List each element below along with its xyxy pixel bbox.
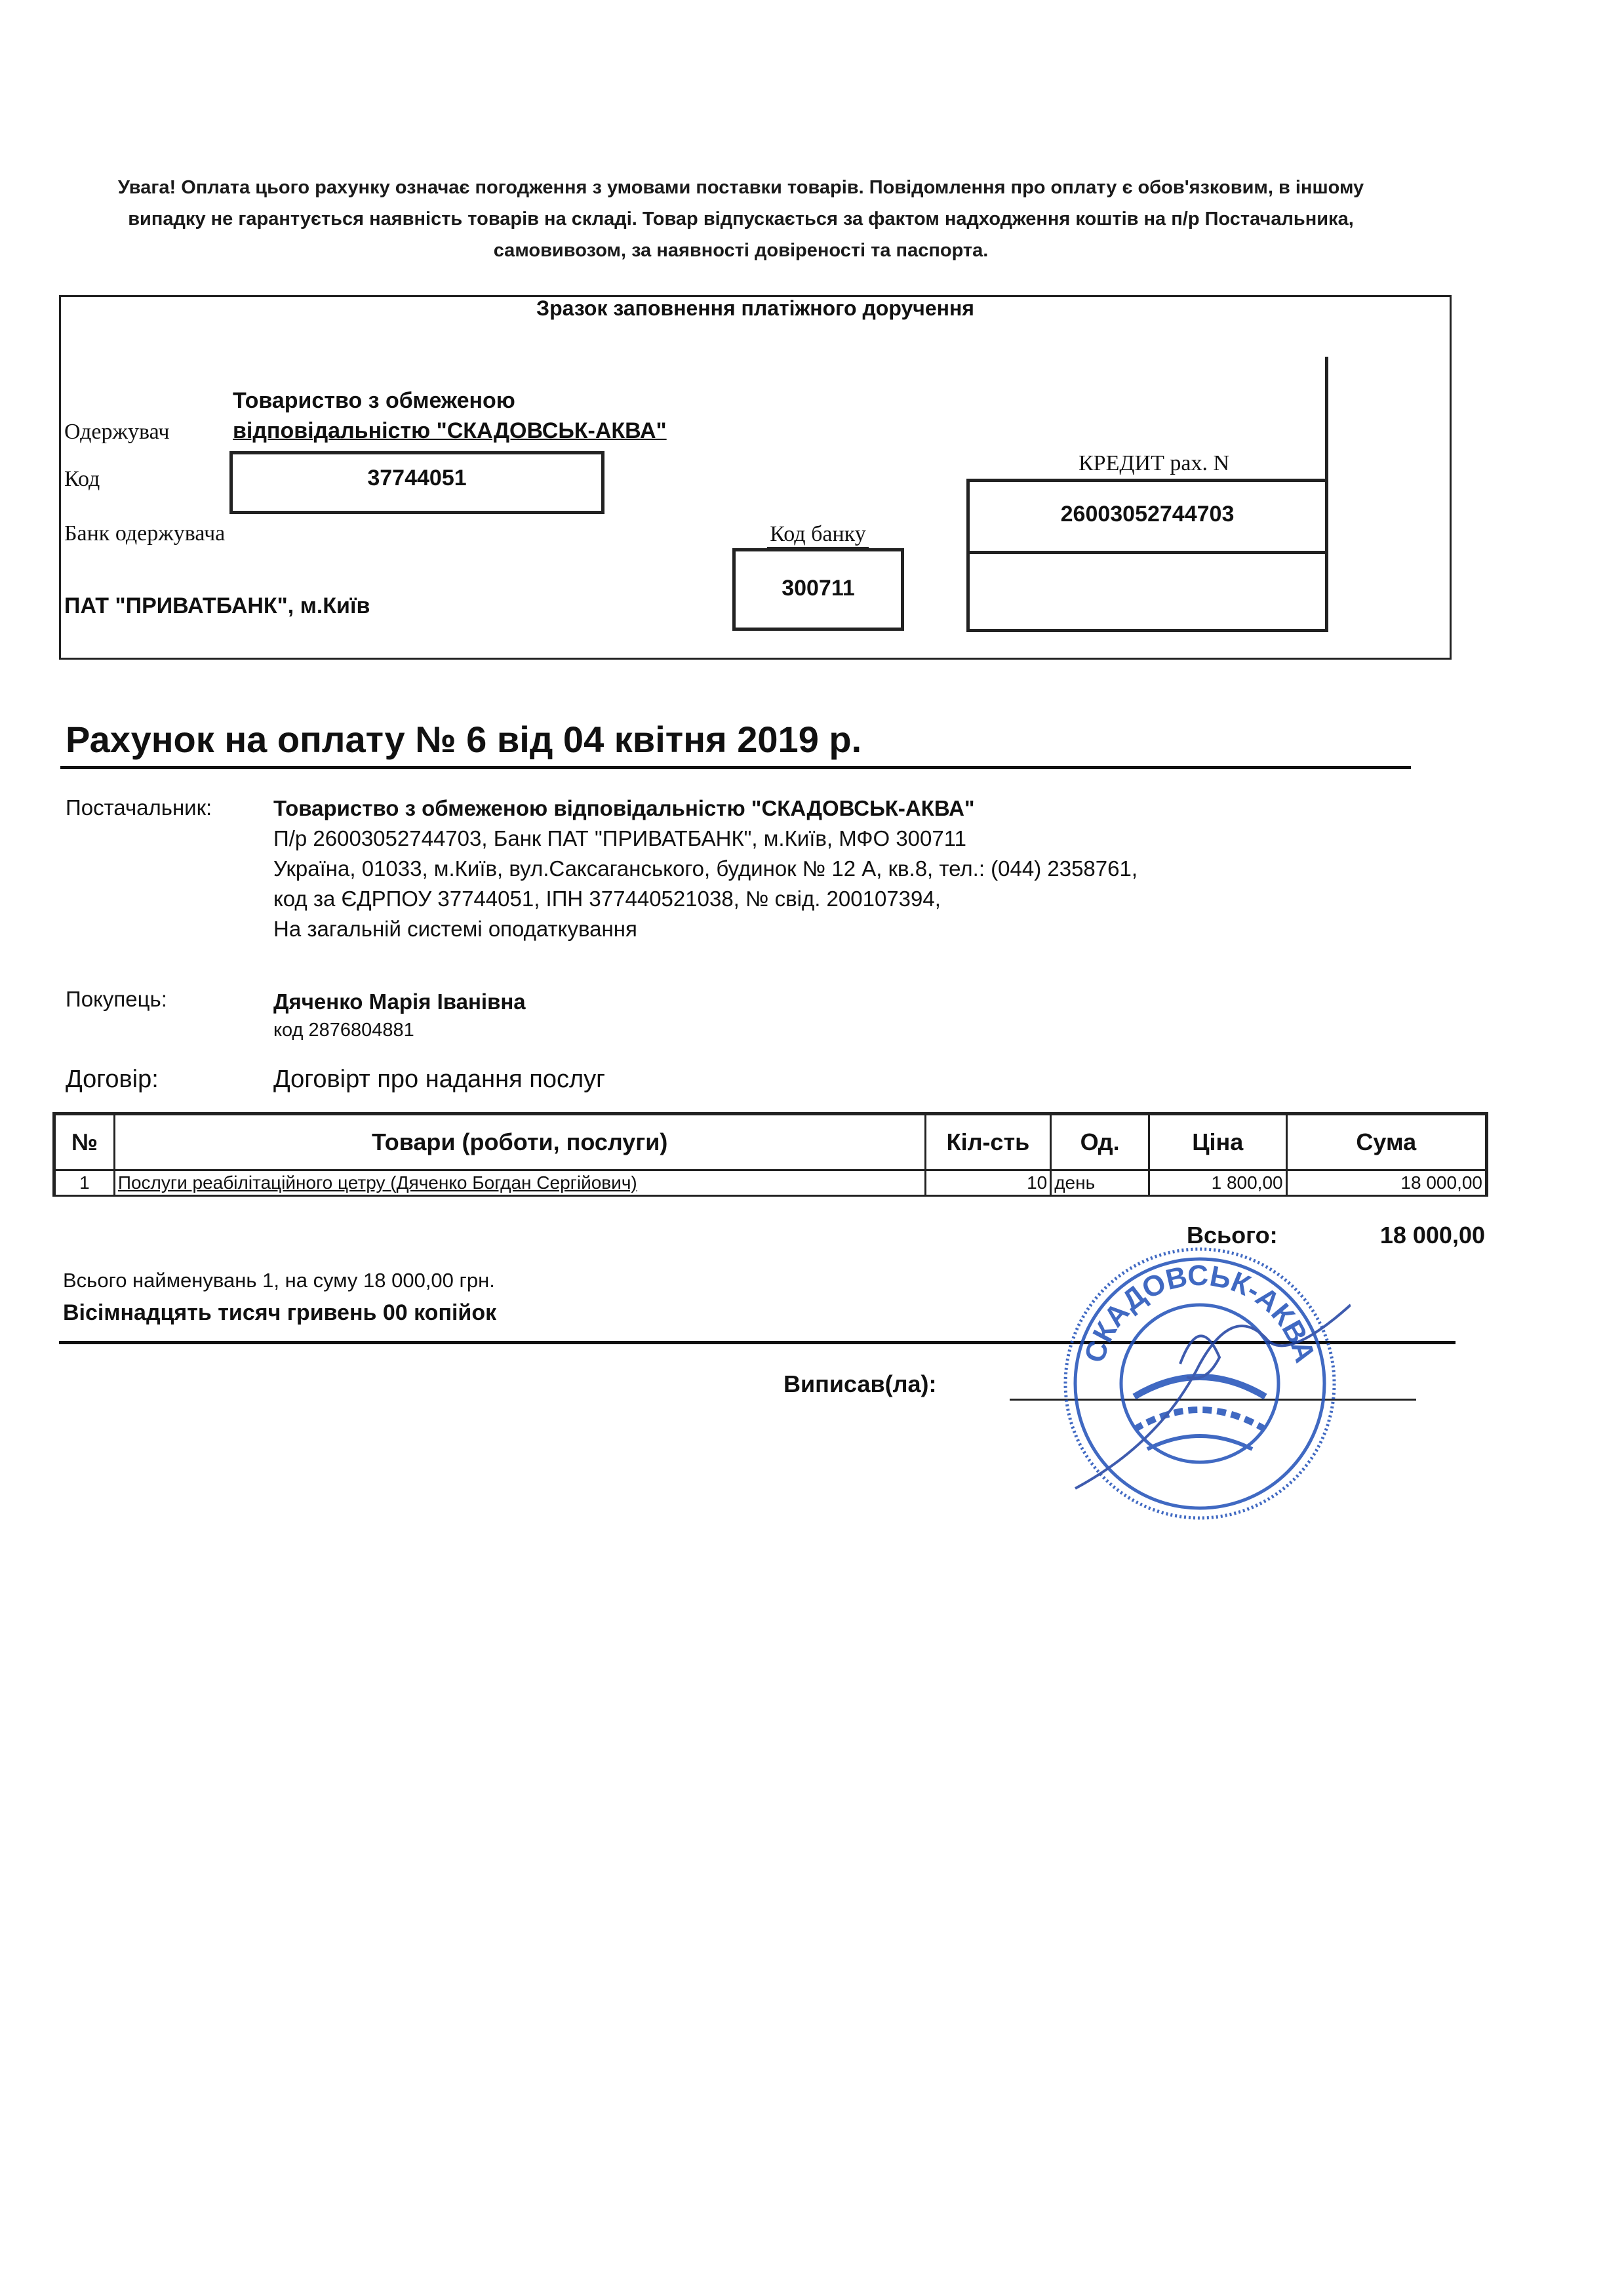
contract-value: Договірт про надання послуг bbox=[273, 1066, 606, 1093]
row-qty: 10 bbox=[925, 1170, 1051, 1196]
bank-label: Банк одержувача bbox=[64, 521, 226, 546]
bank-value: ПАТ "ПРИВАТБАНК", м.Київ bbox=[64, 593, 370, 618]
credit-account-label: КРЕДИТ рах. N bbox=[1078, 451, 1229, 475]
total-value: 18 000,00 bbox=[1379, 1222, 1485, 1248]
items-count-sum: Всього найменувань 1, на суму 18 000,00 грн. bbox=[63, 1269, 495, 1292]
supplier-line: П/р 26003052744703, Банк ПАТ "ПРИВАТБАНК", м.Київ, МФО 300711 bbox=[273, 826, 966, 850]
row-price: 1 800,00 bbox=[1149, 1170, 1286, 1196]
amount-in-words: Вісімнадцять тисяч гривень 00 копійок bbox=[63, 1300, 497, 1325]
stamp-text: СКАДОВСЬК-АКВА bbox=[1078, 1259, 1322, 1367]
recipient-name-line: Товариство з обмеженою bbox=[233, 388, 515, 413]
credit-account-value: 26003052744703 bbox=[1060, 502, 1235, 527]
supplier-line: Україна, 01033, м.Київ, вул.Саксаганського, будинок № 12 А, кв.8, тел.: (044) 2358761, bbox=[273, 856, 1138, 881]
header-price: Ціна bbox=[1149, 1114, 1286, 1170]
row-unit: день bbox=[1051, 1170, 1149, 1196]
row-sum: 18 000,00 bbox=[1286, 1170, 1486, 1196]
notice-line: самовивозом, за наявності довіреності та паспорта. bbox=[493, 240, 989, 261]
table-header-row bbox=[54, 1114, 1487, 1170]
svg-text:СКАДОВСЬК-АКВА bbox=[1079, 1260, 1321, 1367]
supplier-label: Постачальник: bbox=[66, 795, 212, 820]
header-goods: Товари (роботи, послуги) bbox=[114, 1114, 925, 1170]
supplier-line: На загальній системі оподаткування bbox=[273, 917, 637, 941]
payment-sample-title: Зразок заповнення платіжного доручення bbox=[536, 296, 974, 320]
contract-label: Договір: bbox=[66, 1066, 159, 1093]
recipient-label: Одержувач bbox=[64, 420, 170, 444]
buyer-label: Покупець: bbox=[66, 987, 167, 1011]
supplier-line: код за ЄДРПОУ 37744051, ІПН 377440521038, № свід. 200107394, bbox=[273, 887, 941, 911]
supplier-name: Товариство з обмеженою відповідальністю "СКАДОВСЬК-АКВА" bbox=[273, 796, 975, 820]
buyer-code: код 2876804881 bbox=[273, 1020, 414, 1041]
header-unit: Од. bbox=[1051, 1114, 1149, 1170]
row-num: 1 bbox=[54, 1170, 115, 1196]
title-rule bbox=[60, 766, 1411, 769]
header-sum: Сума bbox=[1286, 1114, 1486, 1170]
code-value: 37744051 bbox=[367, 466, 467, 490]
items-table bbox=[52, 1112, 1488, 1197]
notice-line: випадку не гарантується наявність товарів на складі. Товар відпускається за фактом надходження коштів на п/р Постачальника, bbox=[128, 209, 1354, 230]
credit-divider-line bbox=[1325, 357, 1328, 481]
supplier-details bbox=[273, 793, 1454, 944]
bank-code-value: 300711 bbox=[782, 576, 855, 601]
total-label: Всього: bbox=[1187, 1222, 1278, 1248]
bank-code-label: Код банку bbox=[767, 522, 869, 548]
buyer-name: Дяченко Марія Іванівна bbox=[273, 989, 526, 1014]
header-num: № bbox=[54, 1114, 115, 1170]
credit-box-divider bbox=[966, 551, 1328, 554]
recipient-name bbox=[233, 386, 667, 446]
invoice-title: Рахунок на оплату № 6 від 04 квітня 2019 р. bbox=[66, 719, 862, 760]
issuer-label: Виписав(ла): bbox=[783, 1370, 937, 1397]
code-label: Код bbox=[64, 467, 100, 491]
header-qty: Кіл-сть bbox=[925, 1114, 1051, 1170]
payment-notice bbox=[85, 172, 1396, 266]
row-goods: Послуги реабілітаційного цетру (Дяченко Богдан Сергійович) bbox=[114, 1170, 925, 1196]
recipient-name-line: відповідальністю "СКАДОВСЬК-АКВА" bbox=[233, 418, 667, 443]
table-row bbox=[54, 1170, 1487, 1196]
notice-line: Увага! Оплата цього рахунку означає погодження з умовами поставки товарів. Повідомлення про оплату є обов'язковим, в іншому bbox=[117, 177, 1364, 198]
company-stamp bbox=[1049, 1233, 1351, 1534]
